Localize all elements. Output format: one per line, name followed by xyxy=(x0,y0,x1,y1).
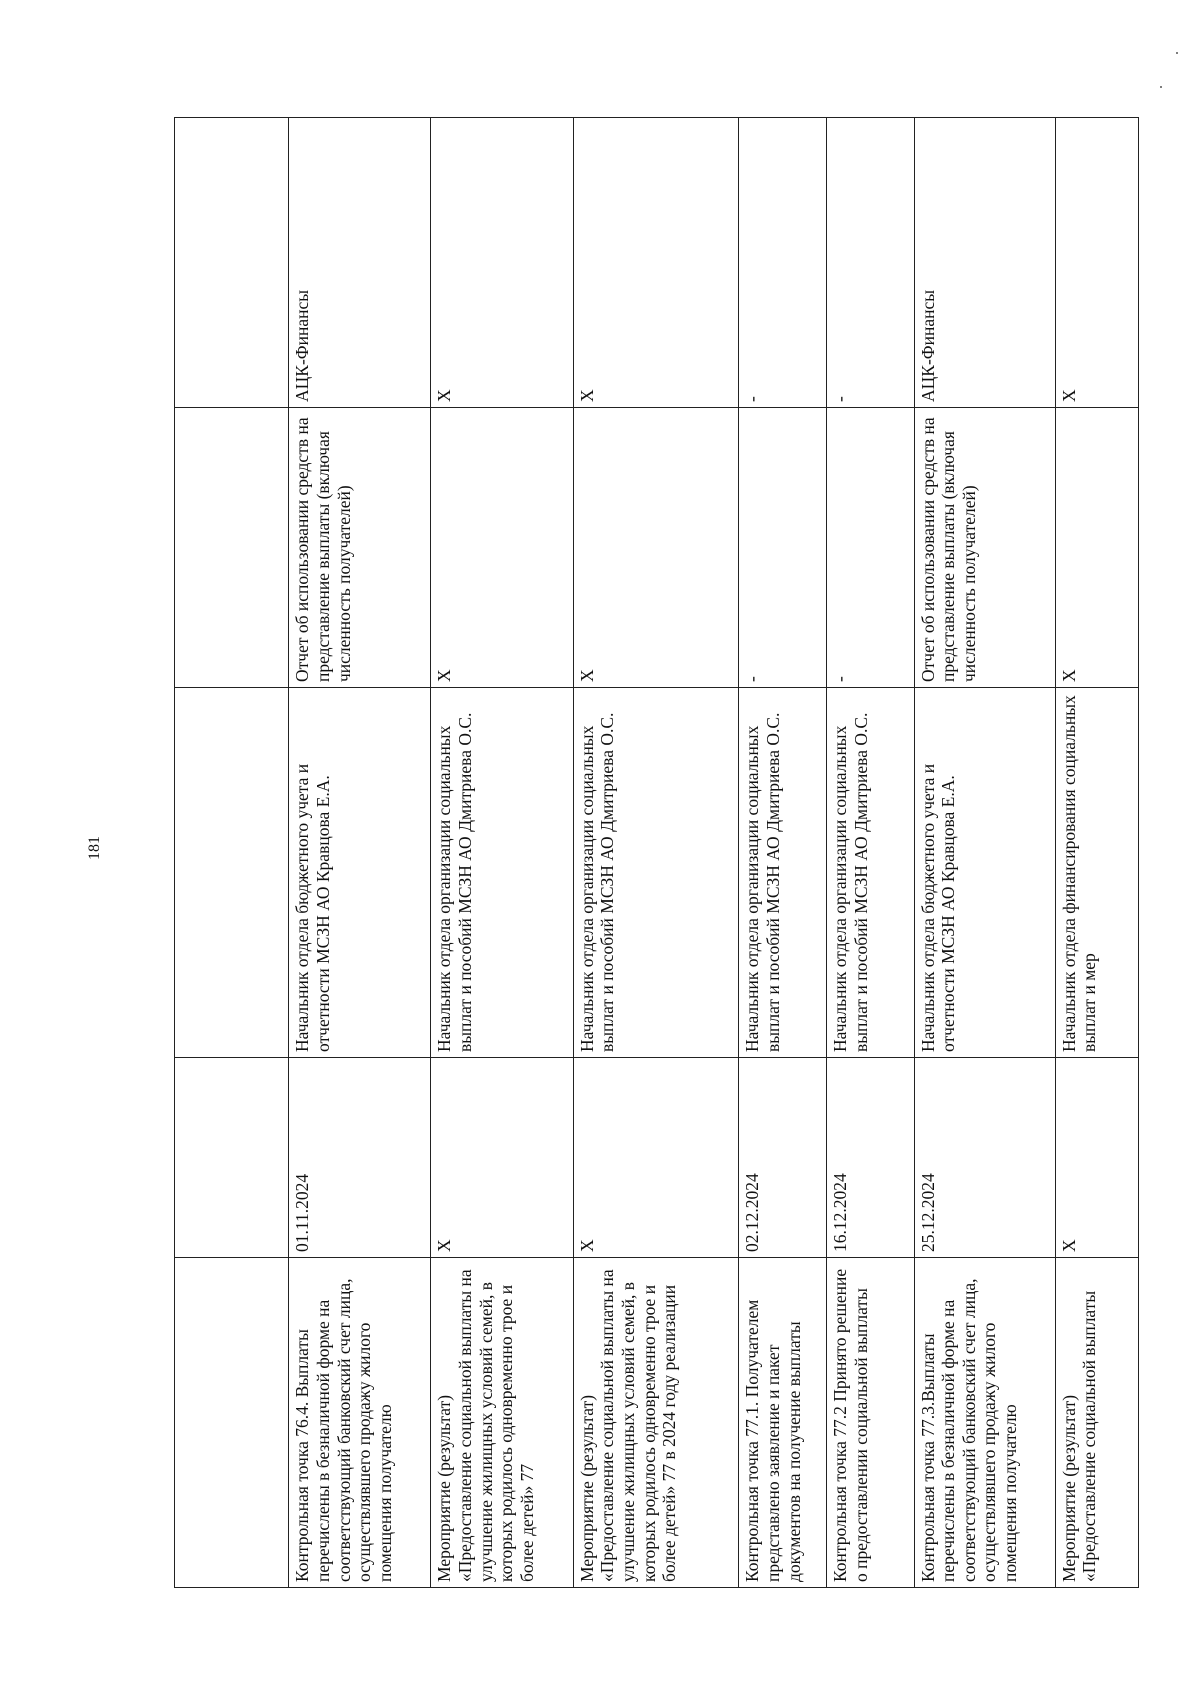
document-cell: X xyxy=(431,408,573,688)
header-cell xyxy=(175,1058,289,1258)
system-cell: X xyxy=(1055,118,1138,408)
table-row xyxy=(826,118,914,1588)
document-cell: - xyxy=(739,408,827,688)
table-header-row xyxy=(175,118,289,1588)
event-cell: Мероприятие (результат) «Предоставление социальной выплаты на улучшение жилищных условий семей, в которых родилось одновременно трое и более детей» 77 в 2024 году реализации xyxy=(573,1258,739,1588)
header-cell xyxy=(175,688,289,1058)
header-cell xyxy=(175,118,289,408)
event-cell: Контрольная точка 76.4. Выплаты перечислены в безналичной форме на соответствующий банковский счет лица, осуществлявшего продажу жилого помещения получателю xyxy=(289,1258,431,1588)
event-cell: Контрольная точка 77.1. Получателем представлено заявление и пакет документов на получение выплаты xyxy=(739,1258,827,1588)
event-cell: Контрольная точка 77.2 Принято решение о предоставлении социальной выплаты xyxy=(826,1258,914,1588)
document-cell: Отчет об использовании средств на представление выплаты (включая численность получателей) xyxy=(289,408,431,688)
responsible-cell: Начальник отдела организации социальных выплат и пособий МСЗН АО Дмитриева О.С. xyxy=(739,688,827,1058)
event-cell: Контрольная точка 77.3.Выплаты перечислены в безналичной форме на соответствующий банковский счет лица, осуществлявшего продажу жилого помещения получателю xyxy=(914,1258,1055,1588)
table-row xyxy=(573,118,739,1588)
responsible-cell: Начальник отдела организации социальных выплат и пособий МСЗН АО Дмитриева О.С. xyxy=(431,688,573,1058)
system-cell: X xyxy=(573,118,739,408)
event-cell: Мероприятие (результат) «Предоставление социальной выплаты xyxy=(1055,1258,1138,1588)
date-cell: 02.12.2024 xyxy=(739,1058,827,1258)
event-cell: Мероприятие (результат) «Предоставление социальной выплаты на улучшение жилищных условий семей, в которых родилось одновременно трое и более детей» 77 xyxy=(431,1258,573,1588)
header-cell xyxy=(175,408,289,688)
date-cell: X xyxy=(1055,1058,1138,1258)
table-row xyxy=(739,118,827,1588)
date-cell: 16.12.2024 xyxy=(826,1058,914,1258)
table-row xyxy=(914,118,1055,1588)
table-row xyxy=(289,118,431,1588)
date-cell: 25.12.2024 xyxy=(914,1058,1055,1258)
system-cell: X xyxy=(431,118,573,408)
document-cell: X xyxy=(573,408,739,688)
document-cell: - xyxy=(826,408,914,688)
plan-table xyxy=(174,117,1139,1588)
responsible-cell: Начальник отдела бюджетного учета и отчетности МСЗН АО Кравцова Е.А. xyxy=(289,688,431,1058)
date-cell: X xyxy=(573,1058,739,1258)
table-row xyxy=(431,118,573,1588)
date-cell: 01.11.2024 xyxy=(289,1058,431,1258)
table-row xyxy=(1055,118,1138,1588)
scan-speck xyxy=(1176,52,1178,54)
scan-speck xyxy=(1160,86,1162,88)
header-cell xyxy=(175,1258,289,1588)
system-cell: - xyxy=(739,118,827,408)
system-cell: - xyxy=(826,118,914,408)
document-cell: X xyxy=(1055,408,1138,688)
responsible-cell: Начальник отдела организации социальных выплат и пособий МСЗН АО Дмитриева О.С. xyxy=(573,688,739,1058)
responsible-cell: Начальник отдела бюджетного учета и отчетности МСЗН АО Кравцова Е.А. xyxy=(914,688,1055,1058)
system-cell: АЦК-Финансы xyxy=(914,118,1055,408)
system-cell: АЦК-Финансы xyxy=(289,118,431,408)
responsible-cell: Начальник отдела финансирования социальных выплат и мер xyxy=(1055,688,1138,1058)
responsible-cell: Начальник отдела организации социальных выплат и пособий МСЗН АО Дмитриева О.С. xyxy=(826,688,914,1058)
document-cell: Отчет об использовании средств на представление выплаты (включая численность получателей) xyxy=(914,408,1055,688)
date-cell: X xyxy=(431,1058,573,1258)
page-number: 181 xyxy=(86,836,103,860)
rotated-table xyxy=(174,118,1139,1588)
